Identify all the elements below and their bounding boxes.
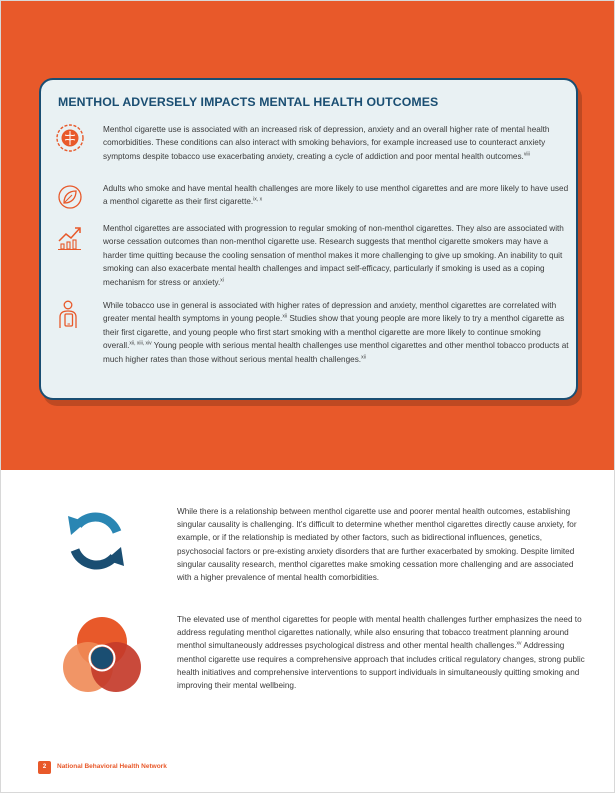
venn-circles-icon <box>62 615 142 697</box>
callout-item-text: While tobacco use in general is associated with higher rates of depression and anxiety, menthol cigarettes are correlated with greater mental health symptoms in young people.$^{xii}$ Studies show that young people are more likely to try a menthol cigarette as their first cigarette, and young people who first start smoking with a menthol cigarette are more likely to continue smoking overall.$^{xii, xiii, xiv}$ Young people with serious mental health challenges use menthol cigarettes and other menthol tobacco products at much higher rates than those without serious mental health challenges.$^{xii}$ <box>103 301 569 364</box>
page-number: 2 <box>38 761 51 774</box>
callout-item-text: Menthol cigarettes are associated with progression to regular smoking of non-menthol cigarettes. They also are associated with worse cessation outcomes than non-menthol cigarette use. Research suggests that menthol cigarette smokers may have a harder time quitting because the cooling sensation of menthol makes it more challenging to give up smoking. An inability to quit smoking can also exacerbate mental health challenges and impact self-efficacy, particularly if smoking is used as a coping mechanism for stress or anxiety.$^{xi}$ <box>103 224 564 287</box>
growth-chart-icon <box>55 222 85 252</box>
body-paragraph: The elevated use of menthol cigarettes for people with mental health challenges further emphasizes the need to address regulating menthol cigarettes nationally, while also ensuring that tobacco treatment planning around menthol simultaneously addresses psychological distress and other mental health challenges.$^{xv}$ Addressing menthol cigarette use requires a comprehensive approach that includes critical regulatory changes, strong public health initiatives and comprehensive interventions to support individuals in simultaneously quitting smoking and improving their mental wellbeing. <box>177 615 585 691</box>
brain-icon <box>55 123 85 153</box>
callout-title: MENTHOL ADVERSELY IMPACTS MENTAL HEALTH OUTCOMES <box>58 95 439 109</box>
leaf-icon <box>55 182 85 212</box>
callout-item-text: Menthol cigarette use is associated with an increased risk of depression, anxiety and an overall higher rate of mental health comorbidities. These conditions can also interact with smoking behaviors, for example increased use to counteract anxiety symptoms despite tobacco use exacerbating anxiety, creating a cycle of addiction and poor mental health outcomes.$^{viii}$ <box>103 125 550 161</box>
callout-item <box>55 182 570 209</box>
person-phone-icon <box>55 299 85 329</box>
organization-name: National Behavioral Health Network <box>57 763 167 770</box>
callout-item <box>55 222 570 289</box>
callout-item <box>55 123 570 163</box>
callout-item-text: Adults who smoke and have mental health challenges are more likely to use menthol cigarettes and are more likely to have used a menthol cigarette as their first cigarette.$^{ix, x}$ <box>103 184 569 207</box>
callout-box <box>39 78 578 400</box>
callout-item <box>55 299 570 366</box>
cycle-arrows-icon <box>60 505 132 577</box>
body-paragraph: While there is a relationship between menthol cigarette use and poorer mental health outcomes, establishing singular causality is challenging. It’s difficult to determine whether menthol cigarettes directly cause anxiety, for example, or if the relationship is mediated by other factors, such as bidirectional influences, genetics, psychosocial factors or pre-existing anxiety disorders that are further exacerbated by smoking. Despite limited singular causality research, menthol cigarettes make smoking cessation more challenging and are associated with a higher prevalence of mental health comorbidities. <box>177 507 577 583</box>
